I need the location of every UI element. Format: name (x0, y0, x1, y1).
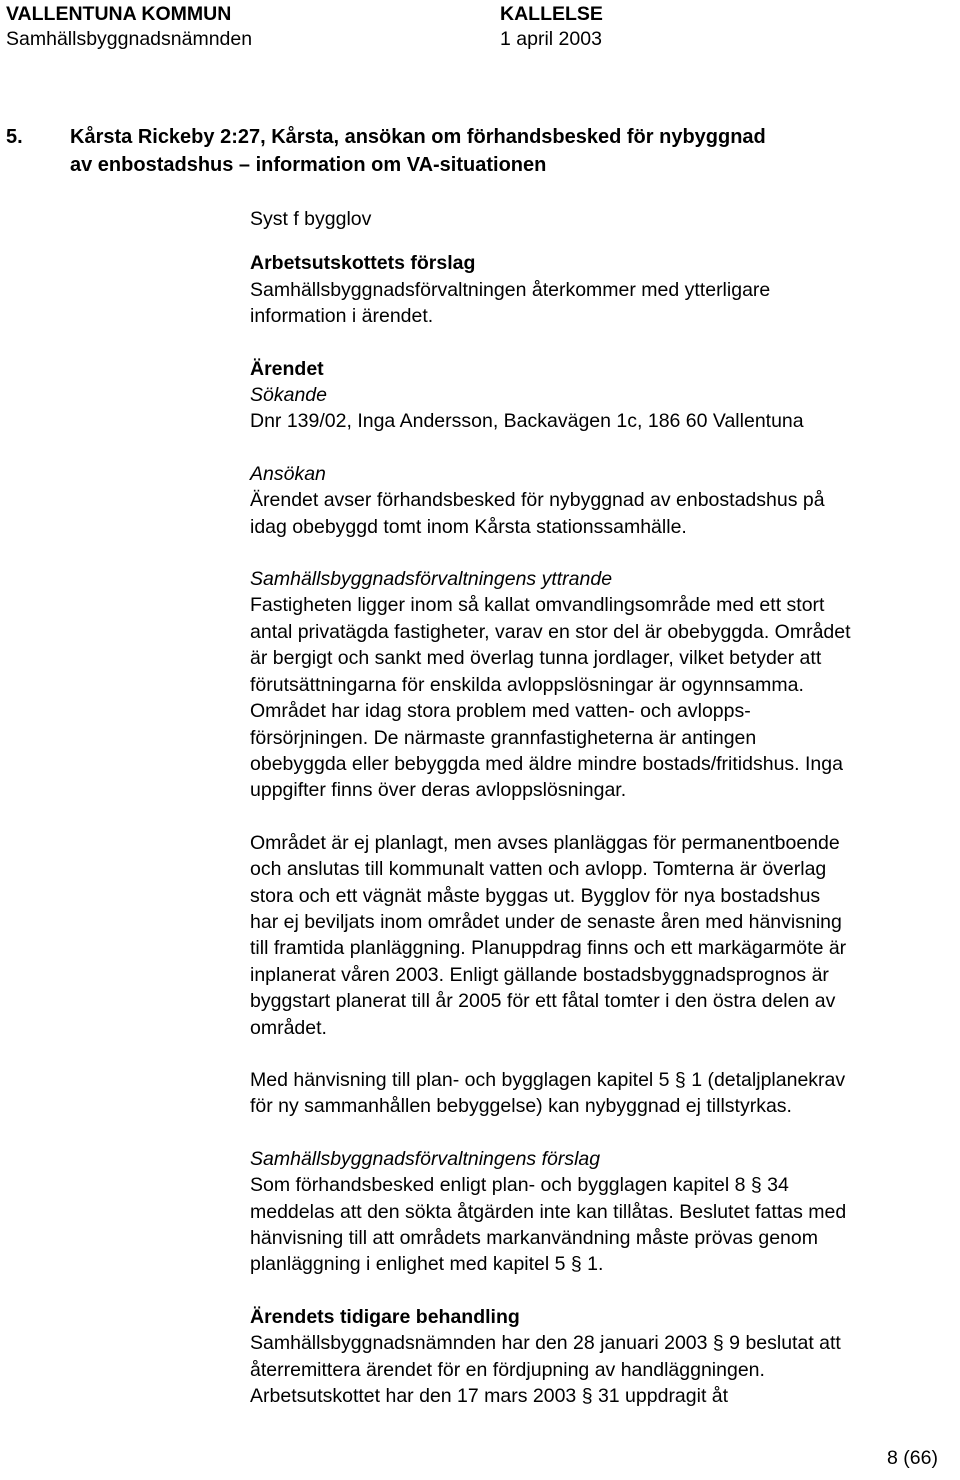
planering-line: inplanerat våren 2003. Enligt gällande bostadsbyggnadsprognos är (250, 963, 829, 986)
document-type: KALLELSE (500, 3, 603, 25)
tidigare-line: återremittera ärendet för en fördjupning av handläggningen. (250, 1358, 765, 1381)
yttrande-line: uppgifter finns över deras avloppslösningar. (250, 779, 627, 802)
tidigare-heading: Ärendets tidigare behandling (250, 1305, 520, 1328)
arendet-heading: Ärendet (250, 357, 324, 380)
yttrande-line: antal privatägda fastigheter, varav en stor del är obebyggda. Området (250, 620, 851, 643)
forslag-line: planläggning i enlighet med kapitel 5 § 1. (250, 1253, 604, 1276)
ansokan-line: idag obebyggd tomt inom Kårsta stationssamhälle. (250, 515, 687, 538)
yttrande-line: Fastigheten ligger inom så kallat omvandlingsområde med ett stort (250, 594, 825, 617)
document-body (250, 206, 950, 1409)
forslag-line: Som förhandsbesked enligt plan- och bygglagen kapitel 8 § 34 (250, 1174, 789, 1197)
planering-line: till framtida planläggning. Planuppdrag finns och ett markägarmöte är (250, 937, 847, 960)
planering-line: området. (250, 1016, 327, 1039)
au-heading: Arbetsutskottets förslag (250, 252, 476, 275)
ansokan-line: Ärendet avser förhandsbesked för nybyggnad av enbostadshus på (250, 489, 825, 512)
committee-name: Samhällsbyggnadsnämnden (6, 28, 253, 50)
hanvisning-line: för ny sammanhållen bebyggelse) kan nybyggnad ej tillstyrkas. (250, 1095, 792, 1118)
hanvisning-line: Med hänvisning till plan- och bygglagen kapitel 5 § 1 (detaljplanekrav (250, 1068, 846, 1091)
forslag-line: hänvisning till att områdets markanvändning måste prövas genom (250, 1227, 818, 1249)
planering-line: har ej beviljats inom området under de senaste åren med hänvisning (250, 910, 842, 933)
item-title-line-1: Kårsta Rickeby 2:27, Kårsta, ansökan om förhandsbesked för nybyggnad (70, 126, 766, 148)
syst-label: Syst f bygglov (250, 208, 372, 230)
yttrande-line: är bergigt och sankt med överlag tunna jordlager, vilket betyder att (250, 647, 822, 670)
page-number: 8 (66) (887, 1447, 938, 1469)
au-line: information i ärendet. (250, 305, 434, 328)
planering-line: Området är ej planlagt, men avses planläggas för permanentboende (250, 831, 840, 854)
yttrande-line: Området har idag stora problem med vatten- och avlopps- (250, 700, 751, 723)
tidigare-line: Arbetsutskottet har den 17 mars 2003 § 31 uppdragit åt (250, 1385, 729, 1408)
forslag-line: meddelas att den sökta åtgärden inte kan tillåtas. Beslutet fattas med (250, 1200, 847, 1223)
planering-line: byggstart planerat till år 2005 för ett fåtal tomter i den östra delen av (250, 990, 836, 1013)
ansokan-heading: Ansökan (250, 462, 326, 485)
yttrande-heading: Samhällsbyggnadsförvaltningens yttrande (250, 568, 613, 591)
yttrande-line: förutsättningarna för enskilda avloppslösningar är ogynnsamma. (250, 673, 804, 696)
planering-line: stora och ett vägnät måste byggas ut. Bygglov för nya bostadshus (250, 884, 821, 907)
yttrande-line: obebyggda eller bebyggda med äldre mindre bostads/fritidshus. Inga (250, 752, 843, 775)
forslag-heading: Samhällsbyggnadsförvaltningens förslag (250, 1147, 601, 1170)
tidigare-line: Samhällsbyggnadsnämnden har den 28 januari 2003 § 9 beslutat att (250, 1332, 841, 1355)
sokande-line: Dnr 139/02, Inga Andersson, Backavägen 1c, 186 60 Vallentuna (250, 410, 804, 433)
planering-line: och anslutas till kommunalt vatten och avlopp. Tomterna är överlag (250, 858, 827, 881)
item-title-line-2: av enbostadshus – information om VA-situationen (70, 154, 547, 176)
sokande-heading: Sökande (250, 384, 327, 407)
document-date: 1 april 2003 (500, 28, 602, 50)
yttrande-line: försörjningen. De närmaste grannfastigheterna är antingen (250, 726, 757, 749)
org-name: VALLENTUNA KOMMUN (6, 3, 232, 25)
item-number: 5. (6, 126, 23, 148)
au-line: Samhällsbyggnadsförvaltningen återkommer med ytterligare (250, 278, 771, 301)
